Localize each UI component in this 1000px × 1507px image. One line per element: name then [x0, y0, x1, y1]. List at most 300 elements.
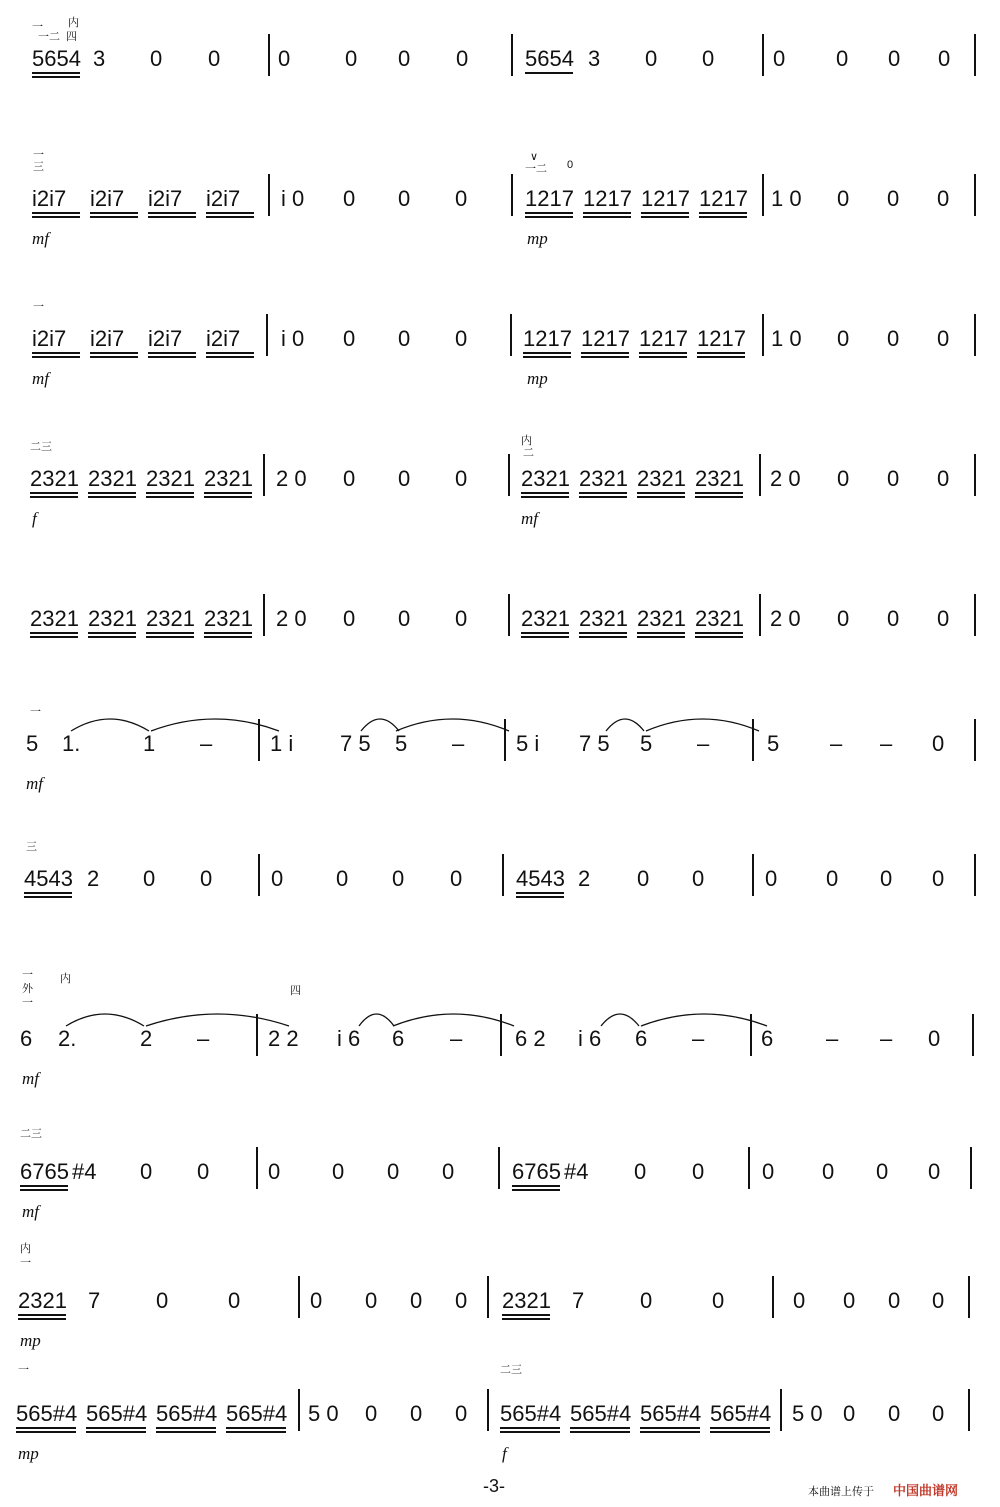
beam-underline: [581, 352, 629, 354]
note-group: 2321: [502, 1288, 551, 1313]
rest-symbol: 0: [143, 866, 156, 891]
barline: [502, 854, 504, 896]
note-group: 3: [93, 46, 106, 71]
note-group: 565#4: [640, 1401, 702, 1426]
beam-underline: [90, 356, 138, 358]
beam-underline: [30, 636, 78, 638]
beam-underline: [24, 896, 72, 898]
note-group: i 0: [281, 186, 305, 211]
beam-underline: [206, 216, 254, 218]
rest-symbol: 0: [200, 866, 213, 891]
note-group: i2i7: [90, 326, 125, 351]
note-group: 565#4: [570, 1401, 632, 1426]
rest-symbol: 0: [410, 1288, 423, 1313]
beam-underline: [523, 352, 571, 354]
barline: [498, 1147, 500, 1189]
rest-symbol: 0: [410, 1401, 423, 1426]
fingering-mark: 一: [32, 21, 43, 33]
note-group: 1217: [583, 186, 632, 211]
note-group: 565#4: [16, 1401, 78, 1426]
barline: [974, 314, 976, 356]
rest-symbol: 0: [932, 1401, 945, 1426]
note-group: i2i7: [148, 186, 183, 211]
dynamic-mark: mf: [22, 1069, 39, 1088]
beam-underline: [516, 892, 564, 894]
rest-symbol: 0: [928, 1026, 941, 1051]
dynamic-mark: mp: [20, 1331, 41, 1350]
note-group: 5654: [32, 46, 81, 71]
note-group: 1 i: [270, 731, 294, 756]
beam-underline: [206, 212, 254, 214]
slur-arc: [358, 1006, 395, 1028]
barline: [511, 174, 513, 216]
rest-symbol: 0: [637, 866, 650, 891]
note-group: 2: [578, 866, 591, 891]
fingering-mark: 二: [523, 447, 534, 459]
barline: [974, 594, 976, 636]
beam-underline: [30, 632, 78, 634]
rest-symbol: 0: [455, 326, 468, 351]
rest-symbol: 0: [343, 326, 356, 351]
beam-underline: [699, 216, 747, 218]
beam-underline: [204, 496, 252, 498]
rest-symbol: 0: [843, 1401, 856, 1426]
note-group: 1217: [639, 326, 688, 351]
note-group: 2 2: [268, 1026, 299, 1051]
rest-symbol: 0: [208, 46, 221, 71]
beam-underline: [697, 356, 745, 358]
dynamic-mark: f: [502, 1444, 507, 1463]
note-group: 2321: [88, 606, 137, 631]
rest-symbol: 0: [455, 186, 468, 211]
note-group: 5 0: [308, 1401, 339, 1426]
rest-symbol: 0: [932, 1288, 945, 1313]
beam-underline: [18, 1314, 66, 1316]
rest-symbol: 0: [450, 866, 463, 891]
note-group: 565#4: [710, 1401, 772, 1426]
rest-symbol: –: [697, 731, 710, 756]
slur-arc: [70, 711, 150, 733]
fingering-mark: 0: [567, 159, 574, 171]
barline: [487, 1389, 489, 1431]
dynamic-mark: mf: [22, 1202, 39, 1221]
note-group: 2 0: [276, 466, 307, 491]
rest-symbol: 0: [880, 866, 893, 891]
rest-symbol: 0: [278, 46, 291, 71]
beam-underline: [226, 1431, 286, 1433]
slur-arc: [645, 711, 760, 733]
note-group: 1.: [62, 731, 81, 756]
rest-symbol: 0: [702, 46, 715, 71]
note-group: 6: [392, 1026, 405, 1051]
site-logo: 中国曲谱网: [893, 1483, 959, 1498]
beam-underline: [30, 496, 78, 498]
fingering-mark: ∨: [530, 151, 539, 163]
rest-symbol: –: [880, 1026, 893, 1051]
beam-underline: [695, 636, 743, 638]
rest-symbol: 0: [887, 326, 900, 351]
note-group: 2321: [521, 606, 570, 631]
barline: [968, 1276, 970, 1318]
note-group: 2321: [579, 466, 628, 491]
slur-arc: [65, 1006, 145, 1028]
barline: [268, 174, 270, 216]
beam-underline: [20, 1189, 68, 1191]
barline: [972, 1014, 974, 1056]
beam-underline: [502, 1314, 550, 1316]
rest-symbol: 0: [765, 866, 778, 891]
fingering-mark: 一: [22, 997, 33, 1009]
rest-symbol: 0: [365, 1401, 378, 1426]
rest-symbol: 0: [937, 466, 950, 491]
rest-symbol: –: [452, 731, 465, 756]
rest-symbol: 0: [392, 866, 405, 891]
note-group: 7: [572, 1288, 585, 1313]
rest-symbol: 0: [640, 1288, 653, 1313]
fingering-mark: 四: [290, 985, 301, 997]
barline: [752, 854, 754, 896]
rest-symbol: 0: [140, 1159, 153, 1184]
beam-underline: [521, 492, 569, 494]
fingering-mark: 二三: [20, 1128, 42, 1140]
note-group: 1 0: [771, 186, 802, 211]
barline: [762, 34, 764, 76]
note-group: 2321: [30, 466, 79, 491]
note-group: 7: [88, 1288, 101, 1313]
fingering-mark: 三: [26, 841, 37, 853]
note-group: 6765: [20, 1159, 69, 1184]
note-group: i2i7: [32, 186, 67, 211]
dynamic-mark: mf: [32, 369, 49, 388]
slur-arc: [392, 1006, 515, 1028]
barline: [974, 174, 976, 216]
beam-underline: [570, 1431, 630, 1433]
rest-symbol: 0: [398, 46, 411, 71]
note-group: 5654: [525, 46, 574, 71]
slur-arc: [600, 1006, 640, 1028]
beam-underline: [90, 212, 138, 214]
rest-symbol: 0: [843, 1288, 856, 1313]
beam-underline: [18, 1318, 66, 1320]
beam-underline: [525, 216, 573, 218]
note-group: 2 0: [770, 466, 801, 491]
barline: [266, 314, 268, 356]
note-group: 2321: [30, 606, 79, 631]
barline: [759, 594, 761, 636]
note-group: 4543: [516, 866, 565, 891]
note-group: 2321: [146, 606, 195, 631]
note-group: 6: [761, 1026, 774, 1051]
rest-symbol: 0: [228, 1288, 241, 1313]
fingering-mark: 一二: [525, 163, 547, 175]
note-group: 7 5: [579, 731, 610, 756]
beam-underline: [521, 496, 569, 498]
rest-symbol: 0: [837, 186, 850, 211]
slur-arc: [395, 711, 510, 733]
beam-underline: [32, 212, 80, 214]
barline: [298, 1276, 300, 1318]
dynamic-mark: mp: [18, 1444, 39, 1463]
rest-symbol: 0: [398, 326, 411, 351]
fingering-mark: 四: [66, 31, 77, 43]
beam-underline: [640, 1431, 700, 1433]
rest-symbol: 0: [837, 606, 850, 631]
beam-underline: [699, 212, 747, 214]
beam-underline: [148, 216, 196, 218]
note-group: 2321: [146, 466, 195, 491]
note-group: 5: [395, 731, 408, 756]
note-group: 5 0: [792, 1401, 823, 1426]
rest-symbol: 0: [456, 46, 469, 71]
beam-underline: [641, 216, 689, 218]
rest-symbol: –: [692, 1026, 705, 1051]
rest-symbol: 0: [888, 1288, 901, 1313]
note-group: 1217: [523, 326, 572, 351]
fingering-mark: 一: [30, 706, 41, 718]
beam-underline: [512, 1185, 560, 1187]
beam-underline: [156, 1431, 216, 1433]
beam-underline: [146, 632, 194, 634]
beam-underline: [90, 216, 138, 218]
rest-symbol: 0: [310, 1288, 323, 1313]
note-group: 2 0: [770, 606, 801, 631]
beam-underline: [523, 356, 571, 358]
rest-symbol: 0: [793, 1288, 806, 1313]
rest-symbol: 0: [634, 1159, 647, 1184]
beam-underline: [583, 212, 631, 214]
rest-symbol: 0: [345, 46, 358, 71]
fingering-mark: 一: [20, 1257, 31, 1269]
rest-symbol: 0: [442, 1159, 455, 1184]
barline: [298, 1389, 300, 1431]
dynamic-mark: mf: [26, 774, 43, 793]
rest-symbol: 0: [692, 866, 705, 891]
fingering-mark: 二三: [30, 441, 52, 453]
note-group: 7 5: [340, 731, 371, 756]
beam-underline: [88, 636, 136, 638]
beam-underline: [146, 636, 194, 638]
rest-symbol: 0: [692, 1159, 705, 1184]
fingering-mark: 内: [20, 1243, 31, 1255]
note-group: 1217: [699, 186, 748, 211]
beam-underline: [32, 72, 80, 74]
fingering-mark: 内: [60, 973, 71, 985]
fingering-mark: 三: [33, 161, 44, 173]
beam-underline: [581, 356, 629, 358]
beam-underline: [16, 1431, 76, 1433]
beam-underline: [516, 896, 564, 898]
rest-symbol: 0: [822, 1159, 835, 1184]
note-group: 5: [26, 731, 39, 756]
barline: [974, 454, 976, 496]
note-group: 2321: [18, 1288, 67, 1313]
fingering-mark: 一二: [38, 31, 60, 43]
rest-symbol: 0: [887, 606, 900, 631]
barline: [511, 34, 513, 76]
slur-arc: [605, 711, 645, 733]
beam-underline: [525, 212, 573, 214]
rest-symbol: 0: [197, 1159, 210, 1184]
beam-underline: [637, 632, 685, 634]
rest-symbol: 0: [398, 606, 411, 631]
barline: [759, 454, 761, 496]
beam-underline: [88, 492, 136, 494]
beam-underline: [710, 1431, 770, 1433]
beam-underline: [24, 892, 72, 894]
note-group: 2321: [695, 466, 744, 491]
beam-underline: [206, 352, 254, 354]
beam-underline: [146, 492, 194, 494]
note-group: 1 0: [771, 326, 802, 351]
note-group: 2321: [637, 466, 686, 491]
note-group: 5: [767, 731, 780, 756]
rest-symbol: 0: [268, 1159, 281, 1184]
beam-underline: [695, 492, 743, 494]
slur-arc: [360, 711, 400, 733]
rest-symbol: 0: [937, 606, 950, 631]
rest-symbol: 0: [455, 466, 468, 491]
slur-arc: [640, 1006, 768, 1028]
upload-credit: 本曲谱上传于: [808, 1486, 874, 1498]
note-group: 1: [143, 731, 156, 756]
rest-symbol: 0: [887, 186, 900, 211]
rest-symbol: 0: [387, 1159, 400, 1184]
note-group: i 6: [578, 1026, 602, 1051]
note-group: 6: [635, 1026, 648, 1051]
rest-symbol: 0: [455, 1288, 468, 1313]
note-group: i 6: [337, 1026, 361, 1051]
note-group: 2321: [88, 466, 137, 491]
rest-symbol: 0: [932, 866, 945, 891]
rest-symbol: 0: [150, 46, 163, 71]
beam-underline: [86, 1427, 146, 1429]
barline: [487, 1276, 489, 1318]
note-group: 2.: [58, 1026, 77, 1051]
note-group: 565#4: [226, 1401, 288, 1426]
barline: [968, 1389, 970, 1431]
note-group: #4: [72, 1159, 97, 1184]
barline: [974, 854, 976, 896]
beam-underline: [16, 1427, 76, 1429]
beam-underline: [641, 212, 689, 214]
beam-underline: [639, 352, 687, 354]
beam-underline: [204, 632, 252, 634]
barline: [258, 854, 260, 896]
beam-underline: [88, 496, 136, 498]
rest-symbol: 0: [645, 46, 658, 71]
beam-underline: [525, 72, 573, 74]
fingering-mark: 一: [33, 149, 44, 161]
note-group: 1217: [697, 326, 746, 351]
dynamic-mark: mp: [527, 229, 548, 248]
rest-symbol: 0: [837, 326, 850, 351]
dynamic-mark: mp: [527, 369, 548, 388]
beam-underline: [88, 632, 136, 634]
fingering-mark: 二三: [500, 1364, 522, 1376]
note-group: 565#4: [156, 1401, 218, 1426]
beam-underline: [20, 1185, 68, 1187]
fingering-mark: 一: [33, 301, 44, 313]
rest-symbol: 0: [876, 1159, 889, 1184]
note-group: 6 2: [515, 1026, 546, 1051]
beam-underline: [639, 356, 687, 358]
note-group: 3: [588, 46, 601, 71]
rest-symbol: 0: [938, 46, 951, 71]
note-group: 2 0: [276, 606, 307, 631]
beam-underline: [579, 632, 627, 634]
beam-underline: [637, 636, 685, 638]
rest-symbol: –: [880, 731, 893, 756]
beam-underline: [500, 1431, 560, 1433]
barline: [748, 1147, 750, 1189]
rest-symbol: 0: [773, 46, 786, 71]
beam-underline: [206, 356, 254, 358]
beam-underline: [148, 212, 196, 214]
beam-underline: [637, 492, 685, 494]
note-group: i 0: [281, 326, 305, 351]
rest-symbol: 0: [336, 866, 349, 891]
fingering-mark: 外: [22, 983, 33, 995]
note-group: i2i7: [90, 186, 125, 211]
beam-underline: [583, 216, 631, 218]
rest-symbol: 0: [365, 1288, 378, 1313]
beam-underline: [32, 76, 80, 78]
rest-symbol: –: [826, 1026, 839, 1051]
rest-symbol: 0: [343, 606, 356, 631]
note-group: 2321: [521, 466, 570, 491]
note-group: 1217: [525, 186, 574, 211]
beam-underline: [502, 1318, 550, 1320]
barline: [508, 594, 510, 636]
rest-symbol: 0: [332, 1159, 345, 1184]
barline: [263, 454, 265, 496]
rest-symbol: 0: [836, 46, 849, 71]
note-group: 565#4: [500, 1401, 562, 1426]
barline: [970, 1147, 972, 1189]
beam-underline: [710, 1427, 770, 1429]
rest-symbol: 0: [932, 731, 945, 756]
rest-symbol: –: [830, 731, 843, 756]
note-group: #4: [564, 1159, 589, 1184]
rest-symbol: 0: [937, 186, 950, 211]
rest-symbol: 0: [398, 466, 411, 491]
beam-underline: [204, 492, 252, 494]
slur-arc: [150, 711, 280, 733]
rest-symbol: –: [450, 1026, 463, 1051]
barline: [762, 174, 764, 216]
note-group: 2321: [204, 606, 253, 631]
rest-symbol: 0: [887, 466, 900, 491]
barline: [780, 1389, 782, 1431]
barline: [263, 594, 265, 636]
barline: [974, 34, 976, 76]
beam-underline: [86, 1431, 146, 1433]
rest-symbol: –: [200, 731, 213, 756]
note-group: i2i7: [206, 186, 241, 211]
note-group: 2: [87, 866, 100, 891]
note-group: 1217: [581, 326, 630, 351]
fingering-mark: 内: [521, 435, 532, 447]
barline: [508, 454, 510, 496]
dynamic-mark: mf: [32, 229, 49, 248]
barline: [974, 719, 976, 761]
beam-underline: [637, 496, 685, 498]
beam-underline: [640, 1427, 700, 1429]
note-group: 565#4: [86, 1401, 148, 1426]
note-group: 2: [140, 1026, 153, 1051]
beam-underline: [32, 356, 80, 358]
rest-symbol: 0: [888, 46, 901, 71]
